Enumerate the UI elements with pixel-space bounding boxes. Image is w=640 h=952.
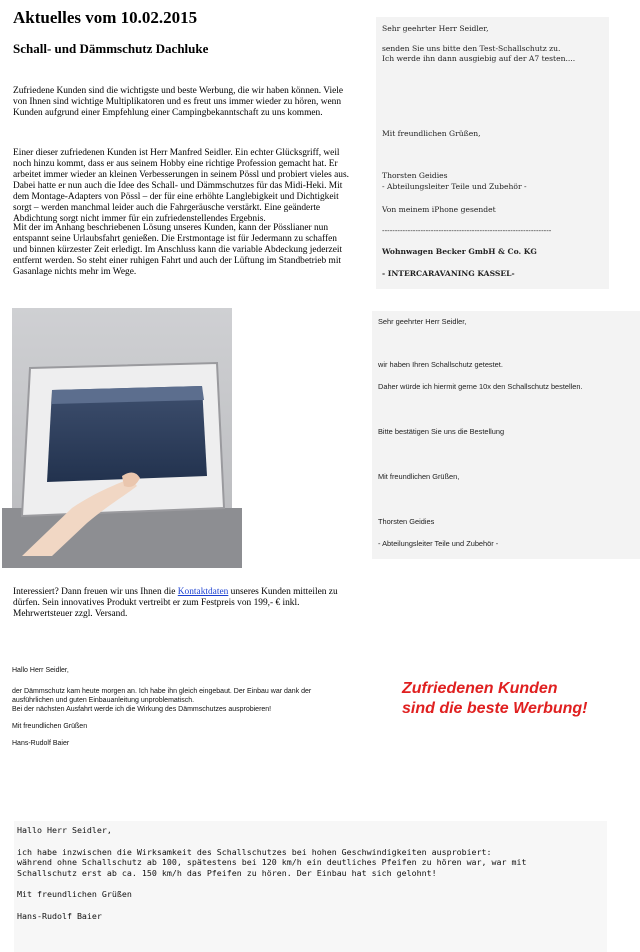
text-line: entfernt werden. So steht einer ruhigen Fahrt und auch der Lüftung im Standbetrieb mit bbox=[13, 256, 342, 266]
text-line: Einer dieser zufriedenen Kunden ist Herr Manfred Seidler. Ein echter Glücksgriff, weil bbox=[13, 148, 340, 158]
contact-details-link[interactable]: Kontaktdaten bbox=[177, 587, 229, 597]
email-closing: Mit freundlichen Grüßen bbox=[17, 889, 132, 899]
email-signer: Hans-Rudolf Baier bbox=[17, 910, 102, 921]
email-greeting: Hallo Herr Seidler, bbox=[12, 667, 69, 674]
text-line: Interessiert? Dann freuen wir uns Ihnen die Kontaktdaten unseres Kunden mitteilen zu bbox=[13, 587, 338, 597]
product-photo bbox=[12, 308, 232, 556]
text-line: Dabei hatte er nun auch die Idee des Schall- und Dämmschutzes für das Midi-Heki. Mit bbox=[13, 181, 343, 191]
letter-scan-order-request bbox=[376, 17, 609, 289]
roof-hatch-photo-icon bbox=[12, 308, 232, 556]
text-line: arbeitet immer wieder an kleinen Verbesserungen in seinem Pössl und probiert vieles aus. bbox=[13, 170, 349, 180]
letter-body-line: Ich werde ihn dann ausgiebig auf der A7 testen.... bbox=[382, 54, 576, 63]
article-subtitle: Schall- und Dämmschutz Dachluke bbox=[13, 41, 209, 56]
letter-greeting: Sehr geehrter Herr Seidler, bbox=[378, 317, 467, 326]
customer-email-2 bbox=[14, 821, 607, 952]
letter-sent-from: Von meinem iPhone gesendet bbox=[382, 205, 496, 214]
letter-signer-role: - Abteilungsleiter Teile und Zubehör - bbox=[378, 539, 499, 548]
letter-scan-order bbox=[372, 311, 640, 559]
letter-body-line: senden Sie uns bitte den Test-Schallschutz zu. bbox=[382, 44, 561, 53]
text-line: Abdichtung sorgt nicht immer für ein zufriedenstellendes Ergebnis. bbox=[13, 214, 266, 224]
text-line: dürfen. Sein innovatives Produkt vertreibt er zum Festpreis von 199,- € inkl. bbox=[13, 598, 300, 608]
article-paragraph-1 bbox=[13, 86, 353, 119]
page-title: Aktuelles vom 10.02.2015 bbox=[13, 8, 198, 27]
article-paragraph-3 bbox=[13, 223, 358, 278]
text-line: sorgt – werden manchmal leider auch die Fahrgeräusche verstärkt. Eine geänderte bbox=[13, 203, 321, 213]
text-line: noch hinzu kommt, dass er aus seinem Hobby eine richtige Profession gemacht hat. Er bbox=[13, 159, 338, 169]
letter-company-location: - INTERCARAVANING KASSEL- bbox=[382, 269, 515, 278]
letter-body-line: wir haben Ihren Schallschutz getestet. bbox=[378, 360, 503, 369]
text-line: von Ihnen sind wichtige Multiplikatoren und es freut uns immer wieder zu hören, wenn bbox=[13, 97, 342, 107]
text-line: Zufriedene Kunden sind die wichtigste und beste Werbung, die wir haben können. Viele bbox=[13, 86, 344, 96]
text-line: Gasanlage nichts mehr im Wege. bbox=[13, 267, 137, 277]
email-line: ausführlichen und guten Einbauanleitung unproblematisch. bbox=[12, 697, 195, 704]
letter-company: Wohnwagen Becker GmbH & Co. KG bbox=[382, 247, 537, 256]
email-line: Bei der nächsten Ausfahrt werde ich die Wirkung des Dämmschutzes ausprobieren! bbox=[12, 706, 272, 713]
email-line: ich habe inzwischen die Wirksamkeit des Schallschutzes bei hohen Geschwindigkeiten ausprobiert: bbox=[17, 846, 492, 857]
email-signer: Hans-Rudolf Baier bbox=[12, 740, 70, 747]
letter-signer-role: - Abteilungsleiter Teile und Zubehör - bbox=[382, 182, 527, 191]
text-line: entspannt seine Urlaubsfahrt genießen. Die Erstmontage ist für Jedermann zu schaffen bbox=[13, 234, 337, 244]
email-greeting: Hallo Herr Seidler, bbox=[17, 825, 112, 835]
text-line: und binnen kürzester Zeit erledigt. Im Anschluss kann die variable Abdeckung jederzeit bbox=[13, 245, 343, 255]
letter-separator: ------------------------------------------------------------------ bbox=[382, 226, 552, 235]
letter-signer-name: Thorsten Geidies bbox=[382, 171, 448, 180]
letter-body-line: Bitte bestätigen Sie uns die Bestellung bbox=[378, 427, 505, 436]
customer-email-1 bbox=[12, 666, 392, 748]
promo-line: sind die beste Werbung! bbox=[402, 700, 588, 717]
letter-signer-name: Thorsten Geidies bbox=[378, 517, 435, 526]
text-line: Kunden aufgrund einer Empfehlung einer Campingbekanntschaft zu uns kommen. bbox=[13, 108, 323, 118]
letter-greeting: Sehr geehrter Herr Seidler, bbox=[382, 24, 489, 33]
article-paragraph-4 bbox=[13, 587, 358, 620]
article-paragraph-2 bbox=[13, 148, 353, 224]
letter-closing: Mit freundlichen Grüßen, bbox=[382, 129, 481, 138]
promo-line: Zufriedenen Kunden bbox=[402, 680, 558, 697]
text-line: dem Montage-Adapters von Pössl – der für eine erhöhte Langlebigkeit und Dichtigkeit bbox=[13, 192, 339, 202]
letter-closing: Mit freundlichen Grüßen, bbox=[378, 472, 460, 481]
letter-body-line: Daher würde ich hiermit gerne 10x den Schallschutz bestellen. bbox=[378, 382, 583, 391]
email-line: Schallschutz erst ab ca. 150 km/h das Pfeifen zu hören. Der Einbau hat sich gelohnt! bbox=[17, 867, 437, 878]
text-line: Mehrwertsteuer zzgl. Versand. bbox=[13, 609, 128, 619]
text-line: Mit der im Anhang beschriebenen Lösung unseres Kunden, kann der Pösslianer nun bbox=[13, 223, 329, 233]
email-closing: Mit freundlichen Grüßen bbox=[12, 723, 88, 730]
email-line: während ohne Schallschutz ab 100, spätestens bei 120 km/h ein deutliches Pfeifen zu hören war, war mit bbox=[17, 857, 527, 867]
promo-slogan bbox=[402, 679, 637, 719]
email-line: der Dämmschutz kam heute morgen an. Ich habe ihn gleich eingebaut. Der Einbau war dank der bbox=[12, 688, 312, 695]
